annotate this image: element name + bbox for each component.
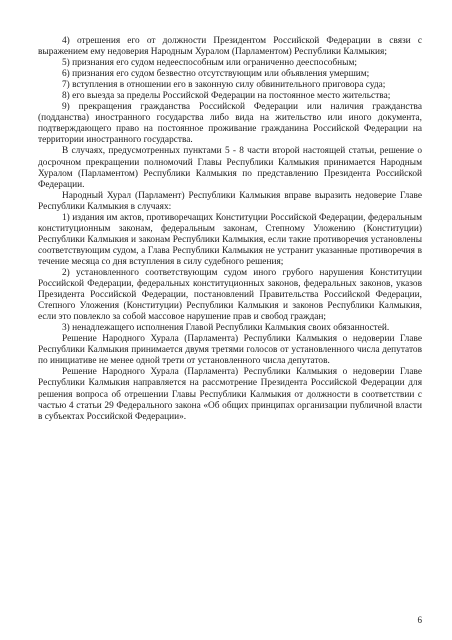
paragraph: Решение Народного Хурала (Парламента) Республики Калмыкия о недоверии Главе Республики Калмыкия принимается двумя третями голосов от установленного числа депутатов по инициативе не менее одной трети от установленного числа депутатов. [38, 334, 422, 367]
document-body [38, 36, 422, 423]
paragraph: Народный Хурал (Парламент) Республики Калмыкия вправе выразить недоверие Главе Республики Калмыкия в случаях: [38, 190, 422, 212]
paragraph: 9) прекращения гражданства Российской Федерации или наличия гражданства (подданства) иностранного государства либо вида на жительство или иного документа, подтверждающего право на постоянное проживание гражданина Российской Федерации на территории иностранного государства. [38, 102, 422, 146]
paragraph: 1) издания им актов, противоречащих Конституции Российской Федерации, федеральным конституционным законам, федеральным законам, Степному Уложению (Конституции) Республики Калмыкия и законам Республики Калмыкия, если такие противоречия установлены соответствующим судом, а Глава Республики Калмыкия не устранит указанные противоречия в течение месяца со дня вступления в силу судебного решения; [38, 212, 422, 267]
paragraph: Решение Народного Хурала (Парламента) Республики Калмыкия о недоверии Главе Республики Калмыкия направляется на рассмотрение Президента Российской Федерации для решения вопроса об отрешении Главы Республики Калмыкия от должности в соответствии с частью 4 статьи 29 Федерального закона «Об общих принципах организации публичной власти в субъектах Российской Федерации». [38, 367, 422, 422]
paragraph: 5) признания его судом недееспособным или ограниченно дееспособным; [62, 58, 357, 69]
paragraph: 3) ненадлежащего исполнения Главой Республики Калмыкия своих обязанностей. [62, 323, 390, 334]
page-number: 6 [417, 615, 422, 625]
paragraph: 4) отрешения его от должности Президентом Российской Федерации в связи с выражением ему недоверия Народным Хуралом (Парламентом) Республики Калмыкия; [38, 36, 422, 58]
paragraph: 2) установленного соответствующим судом иного грубого нарушения Конституции Российской Федерации, федеральных конституционных законов, федеральных законов, указов Президента Российской Федерации, постановлений Правительства Российской Федерации, Степного Уложения (Конституции) Республики Калмыкия и законов Республики Калмыкия, если это повлекло за собой массовое нарушение прав и свобод граждан; [38, 267, 422, 323]
paragraph: 7) вступления в отношении его в законную силу обвинительного приговора суда; [62, 80, 386, 91]
paragraph: В случаях, предусмотренных пунктами 5 - 8 части второй настоящей статьи, решение о досрочном прекращении полномочий Главы Республики Калмыкия принимается Народным Хуралом (Парламентом) Республики Калмыкия по представлению Президента Российской Федерации. [38, 146, 422, 190]
paragraph: 8) его выезда за пределы Российской Федерации на постоянное место жительства; [62, 91, 391, 102]
paragraph: 6) признания его судом безвестно отсутствующим или объявления умершим; [62, 69, 370, 80]
